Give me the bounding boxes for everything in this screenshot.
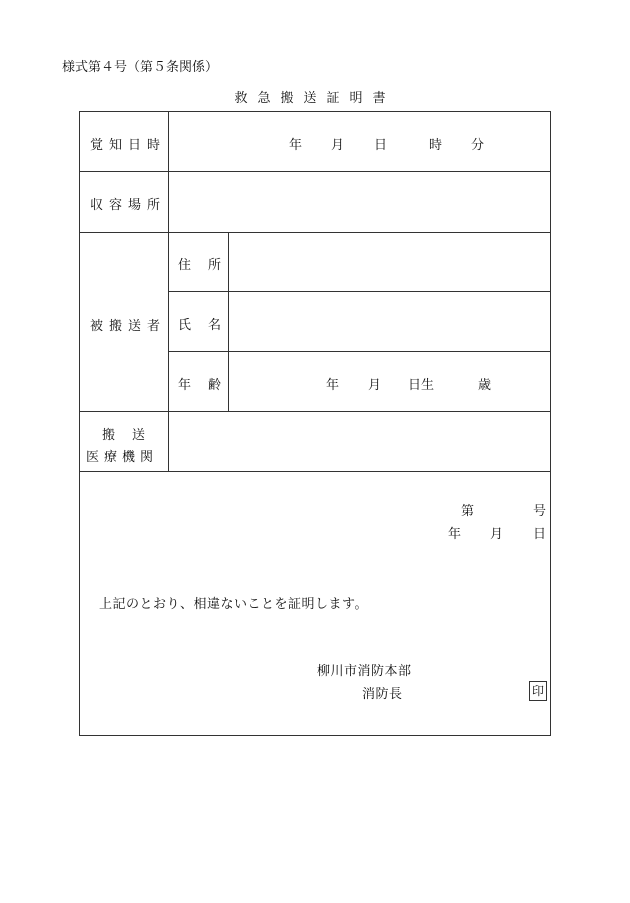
birth-year-unit: 年 <box>326 378 346 393</box>
cert-month-unit: 月 <box>490 527 510 542</box>
age-label: 年 齢 <box>178 378 224 393</box>
recognition-time-label: 覚知日時 <box>90 138 167 153</box>
birth-month-unit: 月 <box>368 378 388 393</box>
name-label: 氏 名 <box>178 318 224 333</box>
cert-number-suffix: 号 <box>533 504 553 519</box>
age-unit: 歳 <box>478 378 498 393</box>
cert-number-prefix: 第 <box>461 504 481 519</box>
row-divider <box>79 171 551 172</box>
recognition-month-unit: 月 <box>331 138 351 153</box>
recognition-minute-unit: 分 <box>471 138 491 153</box>
cert-year-unit: 年 <box>448 527 468 542</box>
row-divider <box>169 291 551 292</box>
row-divider <box>169 351 551 352</box>
issuer-title: 消防長 <box>362 687 403 702</box>
birth-day-unit: 日生 <box>408 378 435 393</box>
row-divider <box>79 232 551 233</box>
form-number: 様式第４号（第５条関係） <box>62 60 219 75</box>
seal-stamp-box: 印 <box>529 681 547 701</box>
cert-day-unit: 日 <box>533 527 553 542</box>
address-label: 住 所 <box>178 258 224 273</box>
recognition-year-unit: 年 <box>289 138 309 153</box>
label-column-divider <box>168 111 169 471</box>
patient-label: 被搬送者 <box>90 319 167 334</box>
certification-statement: 上記のとおり、相違ないことを証明します。 <box>99 597 368 612</box>
issuer-organization: 柳川市消防本部 <box>317 664 412 679</box>
row-divider <box>79 411 551 412</box>
row-divider <box>79 471 551 472</box>
pickup-place-label: 収容場所 <box>90 198 167 213</box>
sublabel-column-divider <box>228 232 229 411</box>
recognition-hour-unit: 時 <box>429 138 449 153</box>
hospital-label-line2: 医療機関 <box>86 450 159 465</box>
recognition-day-unit: 日 <box>374 138 394 153</box>
hospital-label-line1: 搬 送 <box>102 428 148 443</box>
document-title: 救急搬送証明書 <box>234 91 396 106</box>
